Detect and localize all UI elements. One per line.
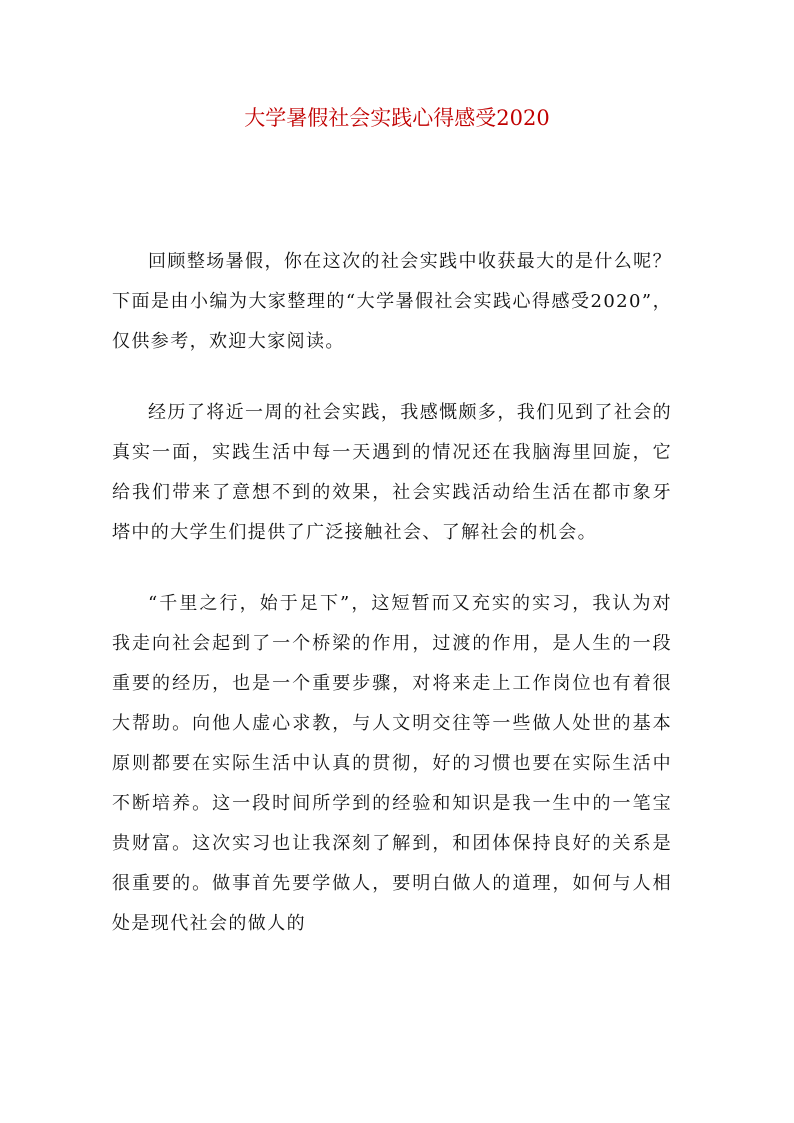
paragraph-internship: “千里之行，始于足下”，这短暂而又充实的实习，我认为对我走向社会起到了一个桥梁的作用，过渡的作用，是人生的一段重要的经历，也是一个重要步骤，对将来走上工作岗位也有着很大帮助。向他人虚心求教，与人文明交往等一些做人处世的基本原则都要在实际生活中认真的贯彻，好的习惯也要在实际生活中不断培养。这一段时间所学到的经验和知识是我一生中的一笔宝贵财富。这次实习也让我深刻了解到，和团体保持良好的关系是很重要的。做事首先要学做人，要明白做人的道理，如何与人相处是现代社会的做人的 (112, 593, 672, 934)
paragraph-intro: 回顾整场暑假，你在这次的社会实践中收获最大的是什么呢？下面是由小编为大家整理的“大学暑假社会实践心得感受2020”，仅供参考，欢迎大家阅读。 (112, 251, 672, 352)
paragraph-experience: 经历了将近一周的社会实践，我感慨颇多，我们见到了社会的真实一面，实践生活中每一天遇到的情况还在我脑海里回旋，它给我们带来了意想不到的效果，社会实践活动给生活在都市象牙塔中的大学生们提供了广泛接触社会、了解社会的机会。 (112, 402, 672, 543)
document-body (112, 242, 672, 975)
document-title: 大学暑假社会实践心得感受2020 (244, 106, 550, 130)
